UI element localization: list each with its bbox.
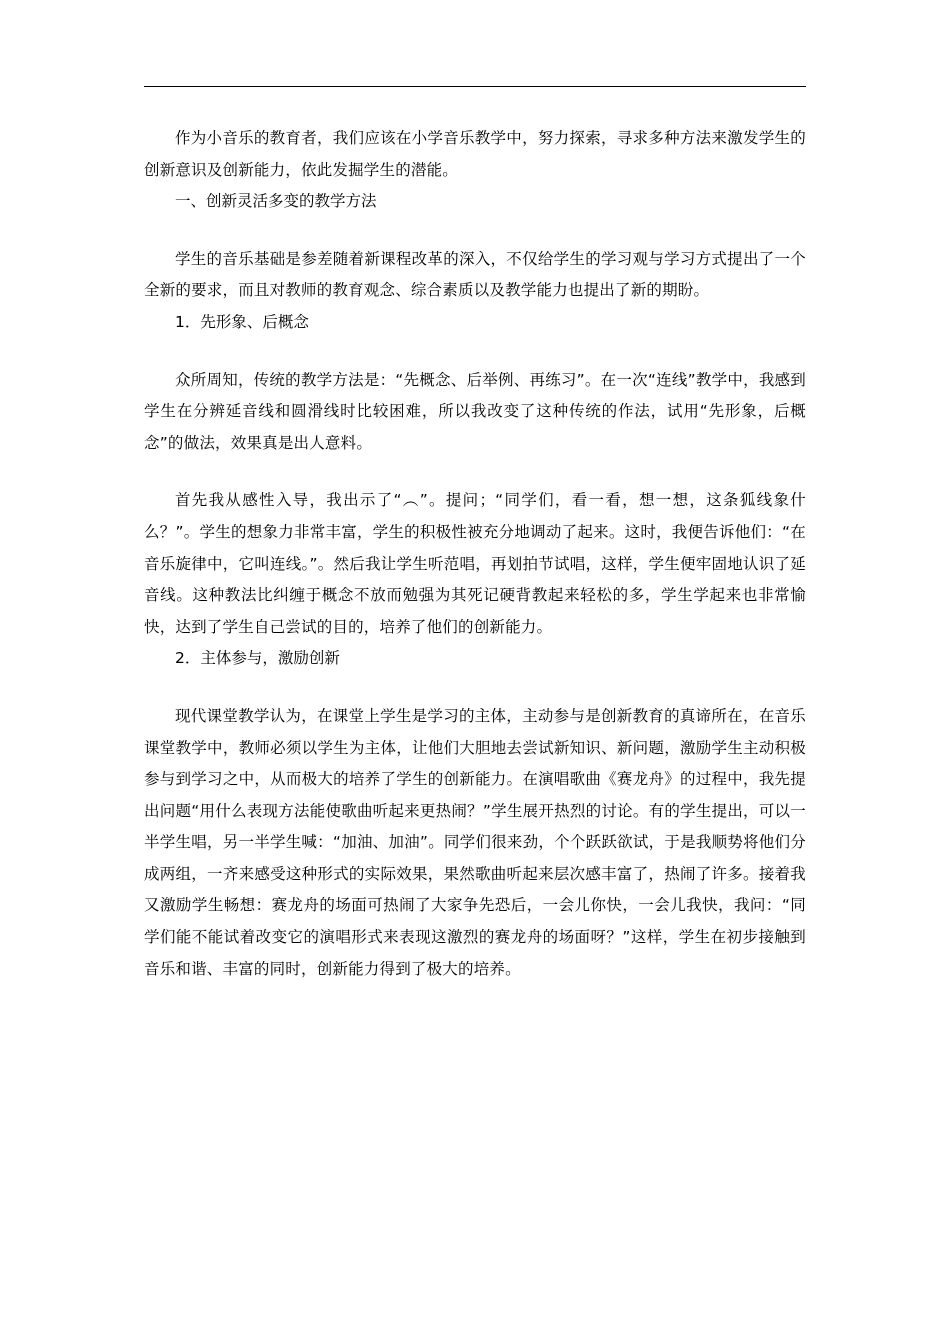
document-body: [144, 123, 806, 985]
paragraph-perceptual-intro: 首先我从感性入导，我出示了“︵”。提问；“同学们，看一看，想一想，这条狐线象什么？”。学生的想象力非常丰富，学生的积极性被充分地调动了起来。这时，我便告诉他们：“在音乐旋律中，它叫连线。”。然后我让学生听范唱，再划拍节试唱，这样，学生便牢固地认识了延音线。这种教法比纠缠于概念不放而勉强为其死记硬背教起来轻松的多，学生学起来也非常愉快，达到了学生自己尝试的目的，培养了他们的创新能力。: [144, 491, 806, 636]
paragraph-intro: 作为小音乐的教育者，我们应该在小学音乐教学中，努力探索，寻求多种方法来激发学生的创新意识及创新能力，依此发掘学生的潜能。: [144, 129, 806, 179]
paragraph-section-1: 学生的音乐基础是参差随着新课程改革的深入，不仅给学生的学习观与学习方式提出了一个全新的要求，而且对教师的教育观念、综合素质以及教学能力也提出了新的期盼。: [144, 249, 806, 300]
subheading-2: 2．主体参与，激励创新: [175, 649, 340, 668]
paragraph-student-participation: 现代课堂教学认为，在课堂上学生是学习的主体，主动参与是创新教育的真谛所在，在音乐课堂教学中，教师必须以学生为主体，让他们大胆地去尝试新知识、新问题，激励学生主动积极参与到学习之中，从而极大的培养了学生的创新能力。在演唱歌曲《赛龙舟》的过程中，我先提出问题“用什么表现方法能使歌曲听起来更热闹？”学生展开热烈的讨论。有的学生提出，可以一半学生唱，另一半学生喊：“加油、加油”。同学们很来劲，个个跃跃欲试，于是我顺势将他们分成两组，一齐来感受这种形式的实际效果，果然歌曲听起来层次感丰富了，热闹了许多。接着我又激励学生畅想：赛龙舟的场面可热闹了大家争先恐后，一会儿你快，一会儿我快，我问：“同学们能不能试着改变它的演唱形式来表现这激烈的赛龙舟的场面呀？”这样，学生在初步接触到音乐和谐、丰富的同时，创新能力得到了极大的培养。: [144, 706, 806, 978]
header-rule: [144, 86, 806, 87]
paragraph-traditional-method: 众所周知，传统的教学方法是：“先概念、后举例、再练习”。在一次“连线”教学中，我感到学生在分辨延音线和圆滑线时比较困难，所以我改变了这种传统的作法，试用“先形象，后概念”的做法，效果真是出人意料。: [144, 370, 806, 452]
subheading-1: 1．先形象、后概念: [175, 312, 309, 331]
section-heading-1: 一、创新灵活多变的教学方法: [175, 192, 377, 211]
